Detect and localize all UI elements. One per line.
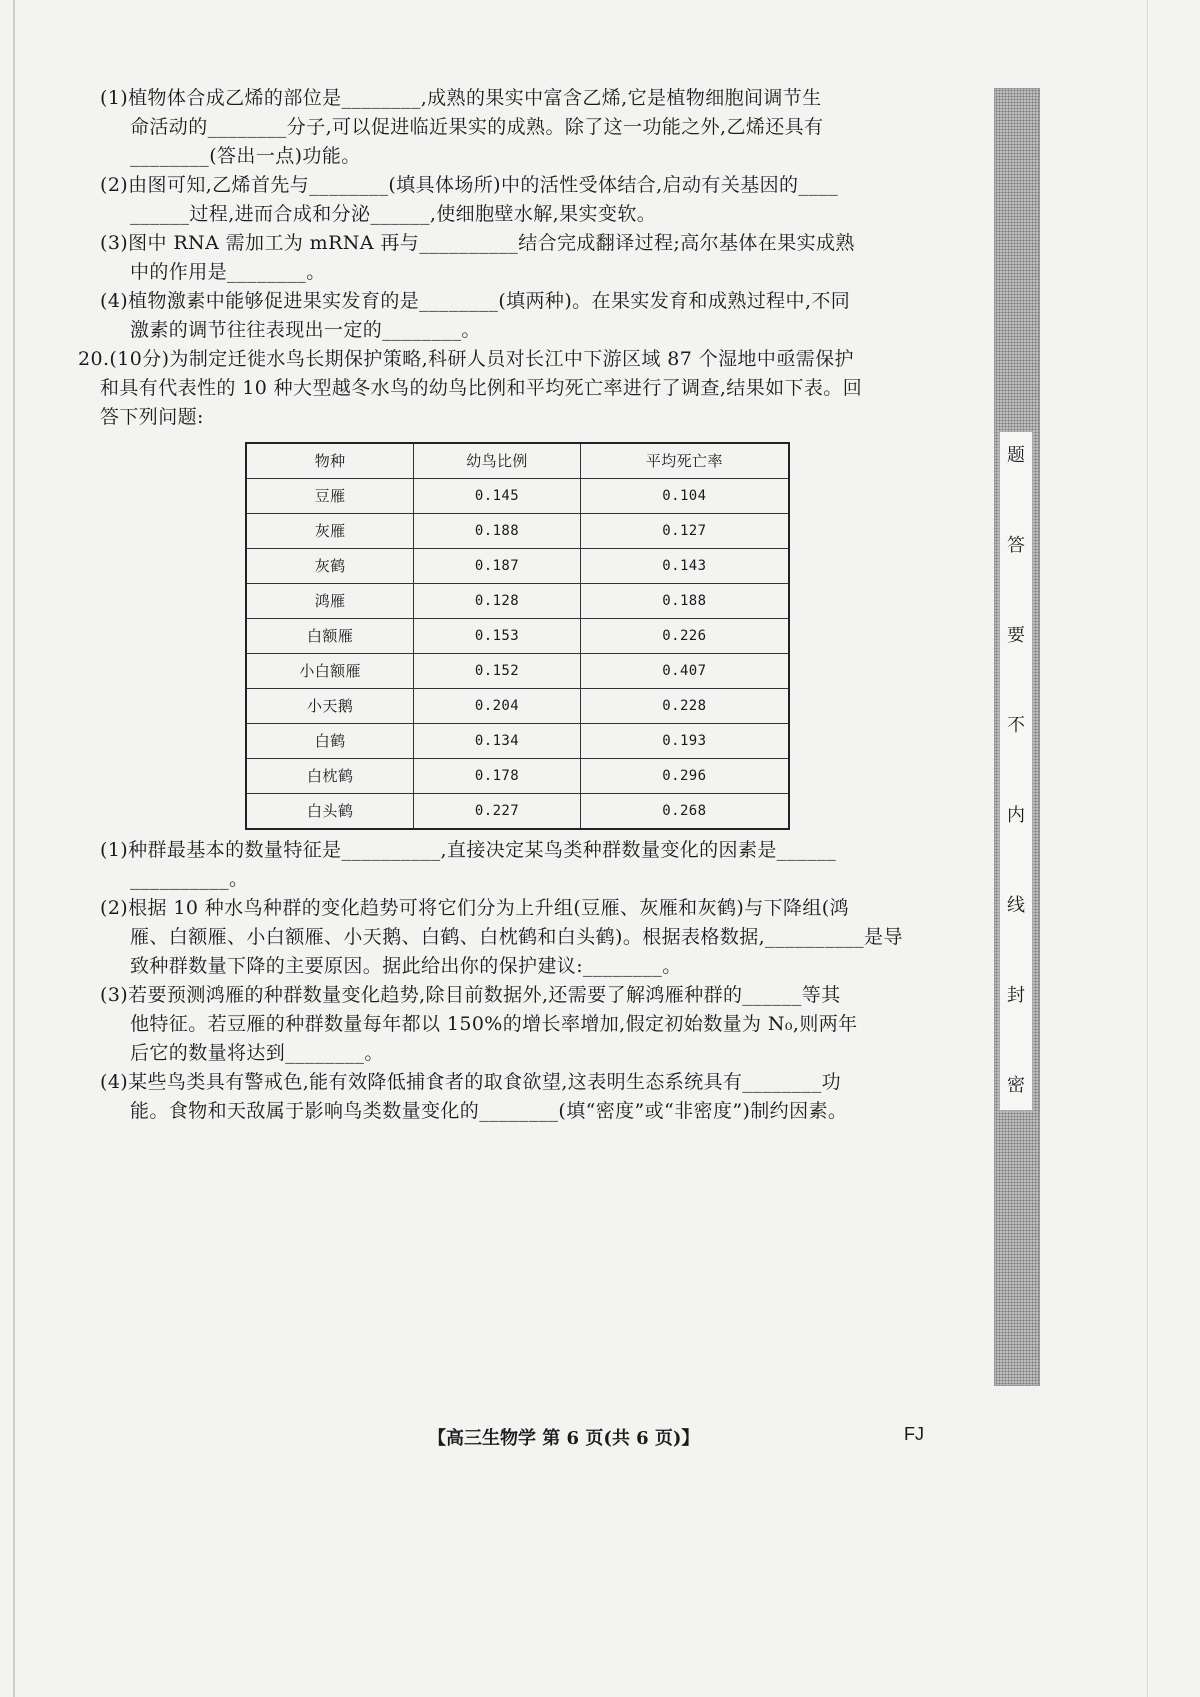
table-row [246, 549, 789, 584]
juvenile-ratio-cell: 0.128 [414, 584, 580, 619]
table-row [246, 654, 789, 689]
species-cell: 灰雁 [246, 514, 414, 549]
q19-part1-line1: (1)植物体合成乙烯的部位是________,成熟的果实中富含乙烯,它是植物细胞间调节生 [100, 87, 822, 109]
q19-part4-line2: 激素的调节往往表现出一定的________。 [130, 319, 481, 341]
mortality-cell: 0.268 [580, 794, 789, 830]
species-cell: 白头鹤 [246, 794, 414, 830]
table-row [246, 689, 789, 724]
table-row [246, 794, 789, 830]
scan-edge-line [13, 0, 15, 1697]
q19-part4-line1: (4)植物激素中能够促进果实发育的是________(填两种)。在果实发育和成熟过程中,不同 [100, 290, 851, 312]
juvenile-ratio-cell: 0.187 [414, 549, 580, 584]
mortality-cell: 0.407 [580, 654, 789, 689]
seal-notice-char: 封 [1007, 985, 1025, 1006]
table-row [246, 514, 789, 549]
q20-intro-line2: 和具有代表性的 10 种大型越冬水鸟的幼鸟比例和平均死亡率进行了调查,结果如下表。回 [100, 377, 863, 399]
q19-part2-line2: ______过程,进而合成和分泌______,使细胞壁水解,果实变软。 [130, 203, 657, 225]
q20-part4-line1: (4)某些鸟类具有警戒色,能有效降低捕食者的取食欲望,这表明生态系统具有________功 [100, 1071, 841, 1093]
scan-edge-line [1147, 0, 1148, 1697]
q20-part1-line1: (1)种群最基本的数量特征是__________,直接决定某鸟类种群数量变化的因素是______ [100, 839, 837, 861]
footer-page-info: 【高三生物学 第 6 页(共 6 页)】 [428, 1428, 700, 1449]
juvenile-ratio-cell: 0.153 [414, 619, 580, 654]
table-row [246, 759, 789, 794]
juvenile-ratio-cell: 0.188 [414, 514, 580, 549]
mortality-cell: 0.296 [580, 759, 789, 794]
q19-part3-line1: (3)图中 RNA 需加工为 mRNA 再与__________结合完成翻译过程;高尔基体在果实成熟 [100, 232, 855, 254]
seal-notice-char: 线 [1007, 895, 1025, 916]
species-cell: 白额雁 [246, 619, 414, 654]
seal-notice-char: 答 [1007, 535, 1025, 556]
q20-intro-line3: 答下列问题: [100, 406, 204, 428]
juvenile-ratio-cell: 0.145 [414, 479, 580, 514]
table-row [246, 724, 789, 759]
table-row [246, 619, 789, 654]
survey-table [245, 442, 790, 830]
footer-code: FJ [904, 1424, 924, 1444]
mortality-cell: 0.193 [580, 724, 789, 759]
q19-part3-line2: 中的作用是________。 [130, 261, 326, 283]
table-row [246, 479, 789, 514]
mortality-cell: 0.143 [580, 549, 789, 584]
table-header: 平均死亡率 [580, 443, 789, 479]
mortality-cell: 0.228 [580, 689, 789, 724]
species-cell: 小白额雁 [246, 654, 414, 689]
q20-part3-line3: 后它的数量将达到________。 [130, 1042, 384, 1064]
juvenile-ratio-cell: 0.204 [414, 689, 580, 724]
seal-notice-char: 要 [1007, 625, 1025, 646]
mortality-cell: 0.104 [580, 479, 789, 514]
survey-table-wrapper [245, 442, 930, 830]
mortality-cell: 0.188 [580, 584, 789, 619]
q19-part1-line2: 命活动的________分子,可以促进临近果实的成熟。除了这一功能之外,乙烯还具有 [130, 116, 824, 138]
seal-line-strip [994, 88, 1040, 1386]
juvenile-ratio-cell: 0.227 [414, 794, 580, 830]
juvenile-ratio-cell: 0.134 [414, 724, 580, 759]
q20-intro-line1: 20.(10分)为制定迁徙水鸟长期保护策略,科研人员对长江中下游区域 87 个湿地中亟需保护 [78, 348, 854, 370]
seal-notice-char: 内 [1007, 805, 1025, 826]
juvenile-ratio-cell: 0.152 [414, 654, 580, 689]
q20-part3-line2: 他特征。若豆雁的种群数量每年都以 150%的增长率增加,假定初始数量为 N₀,则两年 [130, 1013, 858, 1035]
species-cell: 白枕鹤 [246, 759, 414, 794]
q20-part1-line2: __________。 [130, 868, 249, 890]
mortality-cell: 0.226 [580, 619, 789, 654]
species-cell: 白鹤 [246, 724, 414, 759]
q19-part2-line1: (2)由图可知,乙烯首先与________(填具体场所)中的活性受体结合,启动有关基因的____ [100, 174, 839, 196]
question-content [78, 84, 930, 1126]
seal-notice-char: 不 [1007, 715, 1025, 736]
q20-part3-line1: (3)若要预测鸿雁的种群数量变化趋势,除目前数据外,还需要了解鸿雁种群的______等其 [100, 984, 841, 1006]
juvenile-ratio-cell: 0.178 [414, 759, 580, 794]
seal-line-notice [999, 431, 1033, 1111]
species-cell: 鸿雁 [246, 584, 414, 619]
table-header: 幼鸟比例 [414, 443, 580, 479]
species-cell: 小天鹅 [246, 689, 414, 724]
table-header-row [246, 443, 789, 479]
table-header: 物种 [246, 443, 414, 479]
q20-part2-line1: (2)根据 10 种水鸟种群的变化趋势可将它们分为上升组(豆雁、灰雁和灰鹤)与下降组(鸿 [100, 897, 850, 919]
q20-part2-line2: 雁、白额雁、小白额雁、小天鹅、白鹤、白枕鹤和白头鹤)。根据表格数据,__________是导 [130, 926, 903, 948]
q19-part1-line3: ________(答出一点)功能。 [130, 145, 361, 167]
mortality-cell: 0.127 [580, 514, 789, 549]
seal-notice-char: 题 [1007, 445, 1025, 466]
seal-notice-char: 密 [1007, 1075, 1025, 1096]
species-cell: 豆雁 [246, 479, 414, 514]
q20-part2-line3: 致种群数量下降的主要原因。据此给出你的保护建议:________。 [130, 955, 682, 977]
table-row [246, 584, 789, 619]
q20-part4-line2: 能。食物和天敌属于影响鸟类数量变化的________(填“密度”或“非密度”)制约因素。 [130, 1100, 848, 1122]
species-cell: 灰鹤 [246, 549, 414, 584]
